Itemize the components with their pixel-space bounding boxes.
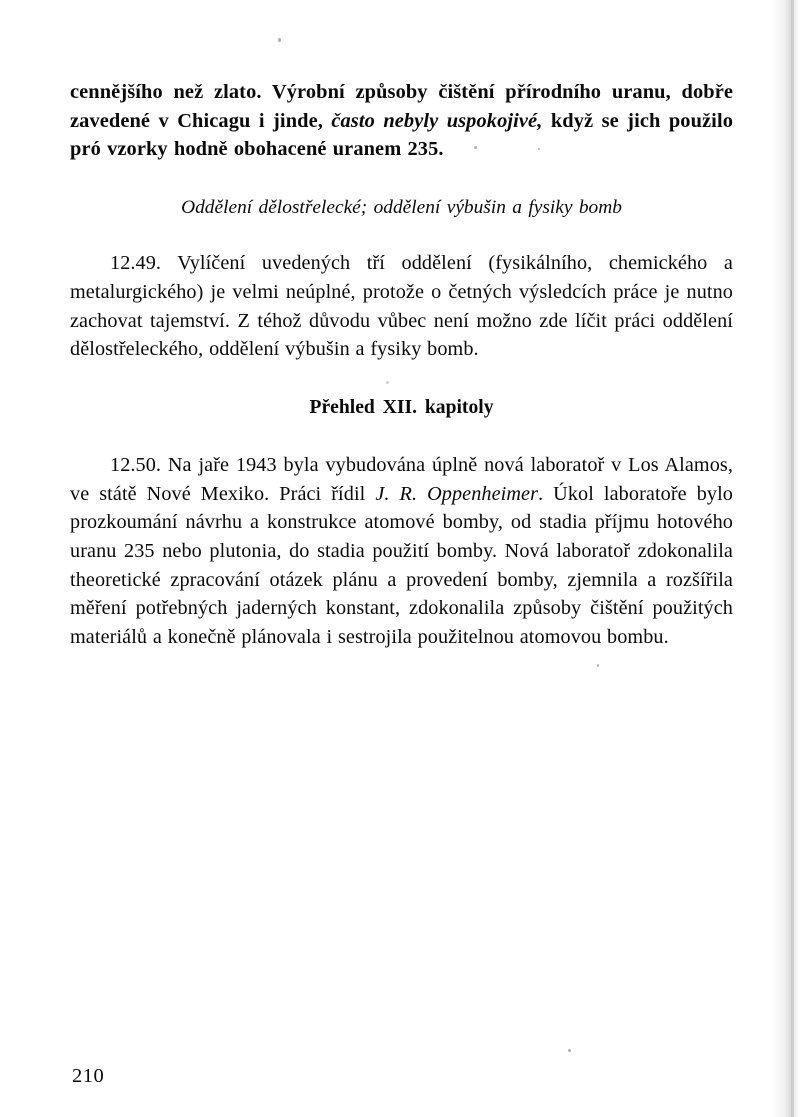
subheading-artillery-division: Oddělení dělostřelecké; oddělení výbušin a fysiky bomb: [181, 197, 622, 219]
italic-run: často nebyly uspokojivé,: [331, 109, 543, 132]
paragraph-uranium-purification: [70, 78, 733, 164]
paragraph-12-49: [70, 249, 733, 364]
scan-speck: [597, 664, 599, 667]
page-text-block: [70, 78, 733, 652]
page-edge-shadow-line: [791, 0, 794, 1117]
text-run: 12.49. Vylíčení uvedených tří oddělení (fysikálního, chemického a metalurgického) je velmi neúplné, protože o četných výsledcích práce je nutno zachovat tajemství. Z téhož důvodu vůbec není možno zde líčit práci oddělení dělostřeleckého, oddělení výbušin a fysiky bomb.: [70, 252, 733, 361]
italic-run: J. R. Oppenheimer: [375, 482, 539, 505]
page-number: 210: [72, 1065, 105, 1087]
text-run: cennějšího než zlato. Výrobní způsoby čištění přírodního uranu, dobře zavedené v Chicagu i jinde,: [70, 81, 733, 132]
text-run: . Úkol laboratoře bylo prozkoumání návrhu a konstrukce atomové bomby, od stadia příjmu hotového uranu 235 nebo plutonia, do stadia použití bomby. Nová laboratoř zdokonalila theoretické zpracování otázek plánu a provedení bomby, zjemnila a rozšířila měření potřebných jaderných konstant, zdokonalila způsoby čištění použitých materiálů a konečně plánovala i sestrojila použitelnou atomovou bombu.: [70, 482, 733, 649]
text-run: 12.50. Na jaře 1943 byla vybudována úplně nová laboratoř v Los Alamos, ve státě Nové Mexiko. Práci řídil: [70, 453, 733, 505]
scan-speck: [278, 38, 281, 42]
paragraph-12-50: [70, 451, 733, 652]
text-run: když se jich použilo pró vzorky hodně obohacené uranem 235.: [70, 109, 733, 161]
heading-chapter-xii-summary: Přehled XII. kapitoly: [309, 396, 494, 418]
page-edge-shadow: [752, 0, 800, 1117]
scan-speck: [568, 1049, 571, 1052]
